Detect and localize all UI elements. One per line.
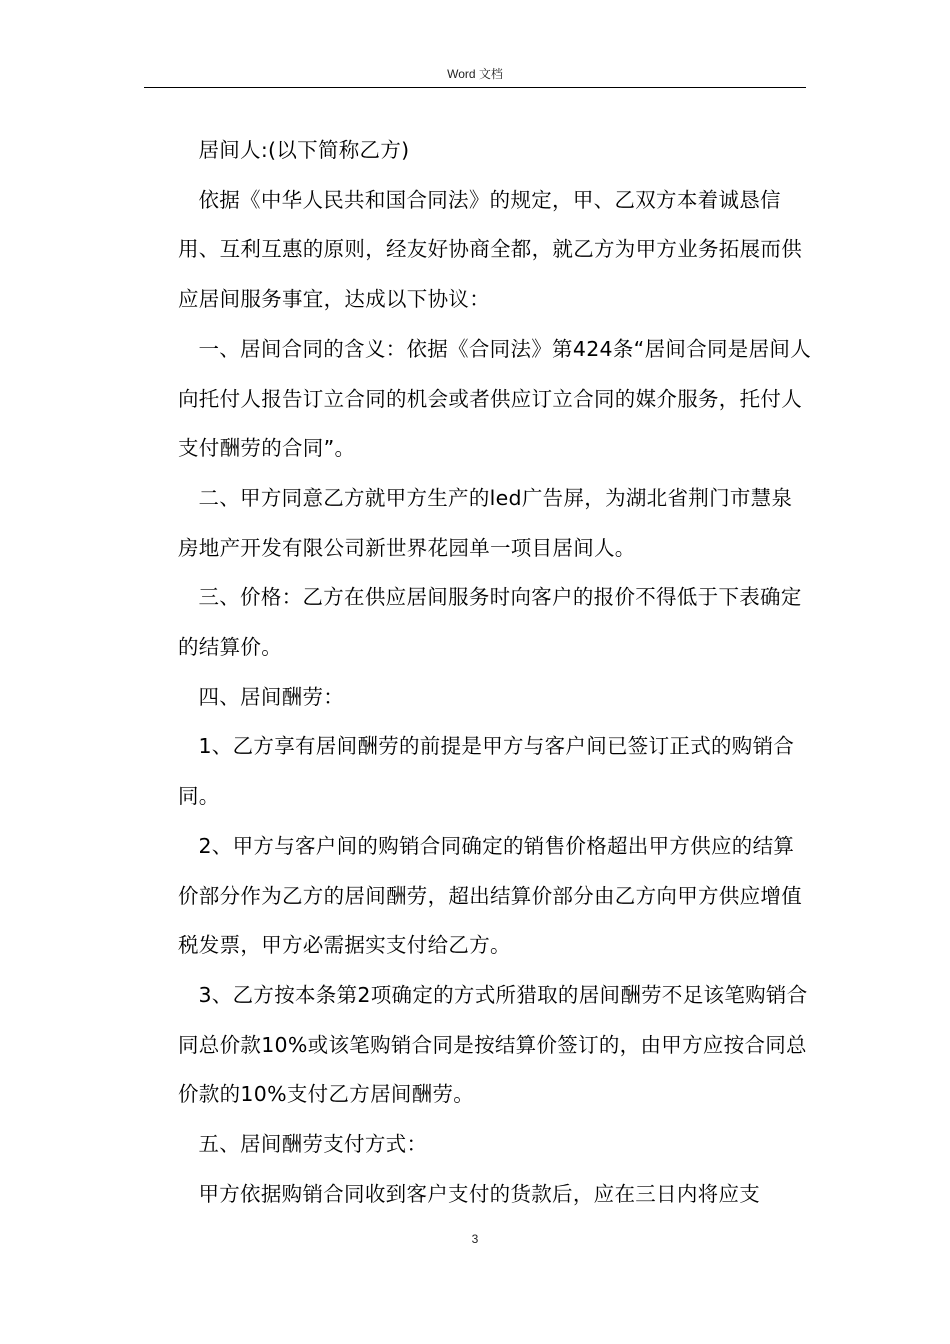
paragraph-clause-4-item-2: 2、甲方与客户间的购销合同确定的销售价格超出甲方供应的结算价部分作为乙方的居间酬劳，超出结算价部分由乙方向甲方供应增值税发票，甲方必需据实支付给乙方。 [178, 833, 802, 958]
paragraph-clause-2: 二、甲方同意乙方就甲方生产的led广告屏，为湖北省荆门市慧泉房地产开发有限公司新世界花园单一项目居间人。 [178, 485, 793, 560]
page-header: Word 文档 [447, 67, 503, 81]
paragraph-clause-1: 一、居间合同的含义：依据《合同法》第424条“居间合同是居间人向托付人报告订立合同的机会或者供应订立合同的媒介服务，托付人支付酬劳的合同”。 [178, 336, 811, 461]
paragraph-clause-4-item-3: 3、乙方按本条第2项确定的方式所猎取的居间酬劳不足该笔购销合同总价款10%或该笔购销合同是按结算价签订的，由甲方应按合同总价款的10%支付乙方居间酬劳。 [178, 982, 808, 1107]
paragraph-clause-3: 三、价格：乙方在供应居间服务时向客户的报价不得低于下表确定的结算价。 [178, 585, 802, 660]
paragraph-clause-5-body: 甲方依据购销合同收到客户支付的货款后，应在三日内将应支 [178, 1181, 761, 1206]
paragraph-clause-4-heading: 四、居间酬劳： [178, 684, 345, 709]
paragraph-clause-5-heading: 五、居间酬劳支付方式： [178, 1132, 428, 1157]
paragraph-intermediary: 居间人:(以下简称乙方) [178, 138, 410, 162]
paragraph-clause-4-item-1: 1、乙方享有居间酬劳的前提是甲方与客户间已签订正式的购销合同。 [178, 734, 795, 809]
paragraph-preamble: 依据《中华人民共和国合同法》的规定，甲、乙双方本着诚恳信用、互利互惠的原则，经友好协商全都，就乙方为甲方业务拓展而供应居间服务事宜，达成以下协议： [178, 187, 802, 312]
header-divider [144, 87, 806, 88]
document-body [178, 126, 812, 1219]
page-number: 3 [471, 1232, 479, 1246]
